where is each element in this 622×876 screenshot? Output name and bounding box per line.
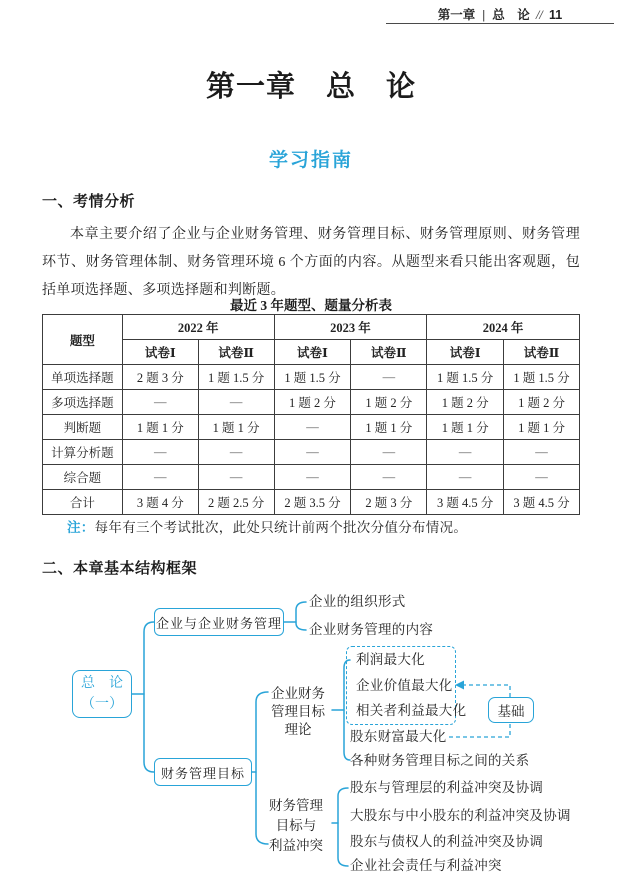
leaf-stakeholder-max: 相关者利益最大化	[356, 703, 467, 718]
cell: 3 题 4 分	[122, 490, 198, 515]
paper-1: 试卷Ⅰ	[274, 340, 351, 365]
table-title: 最近 3 年题型、题量分析表	[230, 298, 392, 313]
note-label: 注：	[67, 520, 95, 535]
cell: 1 题 2 分	[351, 390, 427, 415]
leaf-conflict-minority: 大股东与中小股东的利益冲突及协调	[350, 808, 571, 823]
node-fm-goal: 财务管理目标	[154, 758, 252, 786]
cell: 1 题 1.5 分	[198, 365, 274, 390]
leaf-conflict-management: 股东与管理层的利益冲突及协调	[350, 780, 544, 795]
leaf-conflict-creditor: 股东与债权人的利益冲突及协调	[350, 834, 544, 849]
cell: 1 题 1 分	[122, 415, 198, 440]
goal-theory-line: 管理目标	[271, 704, 325, 719]
table-row	[43, 390, 580, 415]
leaf-org-form: 企业的组织形式	[309, 594, 406, 609]
cell: 1 题 1.5 分	[274, 365, 351, 390]
cell: —	[198, 465, 274, 490]
cell: 2 题 2.5 分	[198, 490, 274, 515]
cell: —	[122, 440, 198, 465]
paper-2: 试卷Ⅱ	[351, 340, 427, 365]
table-row	[43, 415, 580, 440]
cell: 1 题 1 分	[504, 415, 580, 440]
goal-conflict-line: 目标与	[275, 818, 317, 833]
table-row	[43, 440, 580, 465]
cell: —	[274, 465, 351, 490]
goal-theory-line: 理论	[284, 722, 312, 737]
section1-heading: 一、考情分析	[42, 193, 136, 210]
cell: 2 题 3 分	[351, 490, 427, 515]
goal-conflict-line: 财务管理	[269, 798, 323, 813]
cell: 2 题 3.5 分	[274, 490, 351, 515]
leaf-fm-content: 企业财务管理的内容	[309, 622, 434, 637]
table-row	[43, 465, 580, 490]
root-line1: 总 论	[81, 676, 123, 691]
arrowhead-icon	[455, 681, 464, 690]
cell: —	[504, 465, 580, 490]
cell: —	[274, 415, 351, 440]
year-2023: 2023 年	[274, 315, 427, 340]
cell: —	[427, 465, 504, 490]
study-guide-subtitle: 学习指南	[268, 150, 353, 171]
row-label: 单项选择题	[43, 365, 123, 390]
cell: —	[427, 440, 504, 465]
row-label: 判断题	[43, 415, 123, 440]
page-number: 11	[549, 8, 563, 22]
node-goal-theory	[264, 685, 332, 739]
cell: —	[198, 390, 274, 415]
cell: —	[122, 465, 198, 490]
paper-2: 试卷Ⅱ	[198, 340, 274, 365]
table-header-years	[43, 315, 580, 340]
leaf-enterprise-value-max: 企业价值最大化	[356, 678, 453, 693]
goal-theory-line: 企业财务	[271, 686, 325, 701]
cell: 3 题 4.5 分	[504, 490, 580, 515]
node-goal-conflict	[260, 796, 332, 856]
node-enterprise-fm: 企业与企业财务管理	[154, 608, 284, 636]
leaf-goal-relations: 各种财务管理目标之间的关系	[350, 753, 530, 768]
cell: —	[351, 440, 427, 465]
note-text: 每年有三个考试批次，此处只统计前两个批次分值分布情况。	[94, 520, 468, 535]
paper-2: 试卷Ⅱ	[504, 340, 580, 365]
cell: —	[504, 440, 580, 465]
cell: 1 题 2 分	[504, 390, 580, 415]
table-header-papers	[43, 340, 580, 365]
cell: 1 题 2 分	[427, 390, 504, 415]
cell: —	[351, 465, 427, 490]
chapter-title: 第一章 总 论	[205, 71, 416, 103]
row-label: 综合题	[43, 465, 123, 490]
cell: 1 题 1 分	[351, 415, 427, 440]
cell: 1 题 2 分	[274, 390, 351, 415]
table-row-total	[43, 490, 580, 515]
root-line2: （一）	[81, 697, 123, 712]
cell: 1 题 1 分	[427, 415, 504, 440]
exam-analysis-table	[42, 314, 580, 515]
row-label: 合计	[43, 490, 123, 515]
cell: 3 题 4.5 分	[427, 490, 504, 515]
cell: 1 题 1.5 分	[427, 365, 504, 390]
section1-paragraph: 本章主要介绍了企业与企业财务管理、财务管理目标、财务管理原则、财务管理环节、财务管理体制、财务管理环境 6 个方面的内容。从题型来看只能出客观题，包括单项选择题、多项选择题和判断题。	[42, 227, 580, 298]
year-2022: 2022 年	[122, 315, 274, 340]
cell: —	[351, 365, 427, 390]
cell: 1 题 1 分	[198, 415, 274, 440]
structure-diagram	[0, 588, 622, 876]
cell: —	[198, 440, 274, 465]
leaf-conflict-csr: 企业社会责任与利益冲突	[350, 858, 502, 873]
leaf-profit-max: 利润最大化	[356, 652, 425, 667]
header-title: 总 论	[492, 8, 530, 22]
row-label: 计算分析题	[43, 440, 123, 465]
basis-box: 基础	[488, 697, 534, 723]
paper-1: 试卷Ⅰ	[122, 340, 198, 365]
year-2024: 2024 年	[427, 315, 580, 340]
header-divider: |	[482, 8, 486, 22]
header-slashes: //	[535, 8, 543, 22]
cell: —	[122, 390, 198, 415]
header-chapter: 第一章	[437, 8, 476, 22]
section2-heading: 二、本章基本结构框架	[42, 560, 198, 577]
table-row	[43, 365, 580, 390]
leaf-shareholder-wealth-max: 股东财富最大化	[350, 729, 447, 744]
table-note	[67, 516, 467, 536]
cell: 2 题 3 分	[122, 365, 198, 390]
cell: —	[274, 440, 351, 465]
paper-1: 试卷Ⅰ	[427, 340, 504, 365]
diagram-root-box	[72, 670, 132, 718]
row-label: 多项选择题	[43, 390, 123, 415]
goal-conflict-line: 利益冲突	[269, 838, 323, 853]
table-corner-header: 题型	[43, 315, 123, 365]
cell: 1 题 1.5 分	[504, 365, 580, 390]
running-header	[386, 5, 614, 24]
